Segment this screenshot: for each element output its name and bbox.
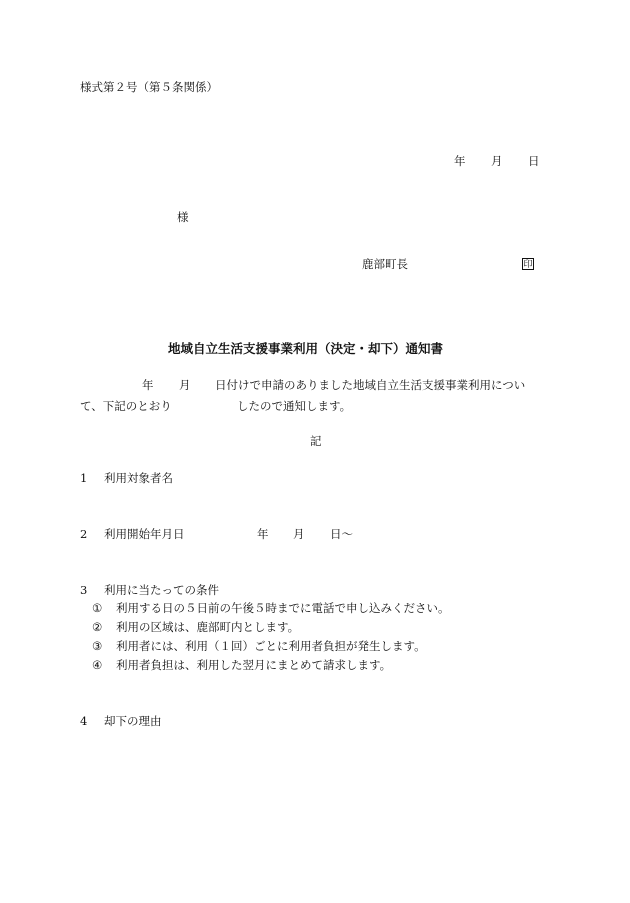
- item-3: [80, 585, 219, 597]
- start-day: 日〜: [330, 527, 353, 541]
- body-year: 年: [142, 378, 154, 392]
- condition-text: 利用者には、利用（１回）ごとに利用者負担が発生します。: [116, 639, 426, 653]
- condition-mark: ④: [92, 658, 103, 672]
- item-1: [80, 473, 173, 485]
- condition-mark: ①: [92, 601, 103, 615]
- condition-mark: ②: [92, 620, 103, 634]
- seal-icon: 印: [523, 260, 533, 270]
- item-label: 却下の理由: [104, 714, 162, 728]
- item-number: 4: [80, 714, 88, 728]
- condition-2: [92, 622, 299, 634]
- condition-text: 利用の区域は、鹿部町内とします。: [116, 620, 300, 634]
- ki-mark: 記: [310, 434, 322, 448]
- start-year: 年: [257, 527, 269, 541]
- item-number: 1: [80, 471, 88, 485]
- date-month: 月: [491, 154, 503, 168]
- issuer-name: 鹿部町長: [362, 257, 408, 271]
- item-number: 3: [80, 583, 88, 597]
- seal-mark: [522, 258, 534, 270]
- body-month: 月: [179, 378, 191, 392]
- condition-text: 利用者負担は、利用した翌月にまとめて請求します。: [116, 658, 392, 672]
- item-2: [80, 529, 185, 541]
- item-number: 2: [80, 527, 88, 541]
- item-label: 利用開始年月日: [104, 527, 185, 541]
- condition-1: [92, 603, 450, 615]
- start-month: 月: [293, 527, 305, 541]
- condition-text: 利用する日の５日前の午後５時までに電話で申し込みください。: [116, 601, 450, 615]
- document-title: 地域自立生活支援事業利用（決定・却下）通知書: [168, 341, 444, 356]
- form-number: 様式第２号（第５条関係）: [80, 80, 218, 94]
- item-label: 利用に当たっての条件: [104, 583, 219, 597]
- condition-4: [92, 660, 391, 672]
- item-label: 利用対象者名: [104, 471, 173, 485]
- body-line2-part2: したので通知します。: [237, 399, 352, 413]
- body-line1-text: 日付けで申請のありました地域自立生活支援事業利用につい: [215, 378, 526, 392]
- date-year: 年: [454, 154, 466, 168]
- date-day: 日: [528, 154, 540, 168]
- body-line2-part1: て、下記のとおり: [80, 399, 172, 413]
- condition-mark: ③: [92, 639, 103, 653]
- item-4: [80, 716, 162, 728]
- condition-3: [92, 641, 426, 653]
- recipient-suffix: 様: [177, 210, 189, 224]
